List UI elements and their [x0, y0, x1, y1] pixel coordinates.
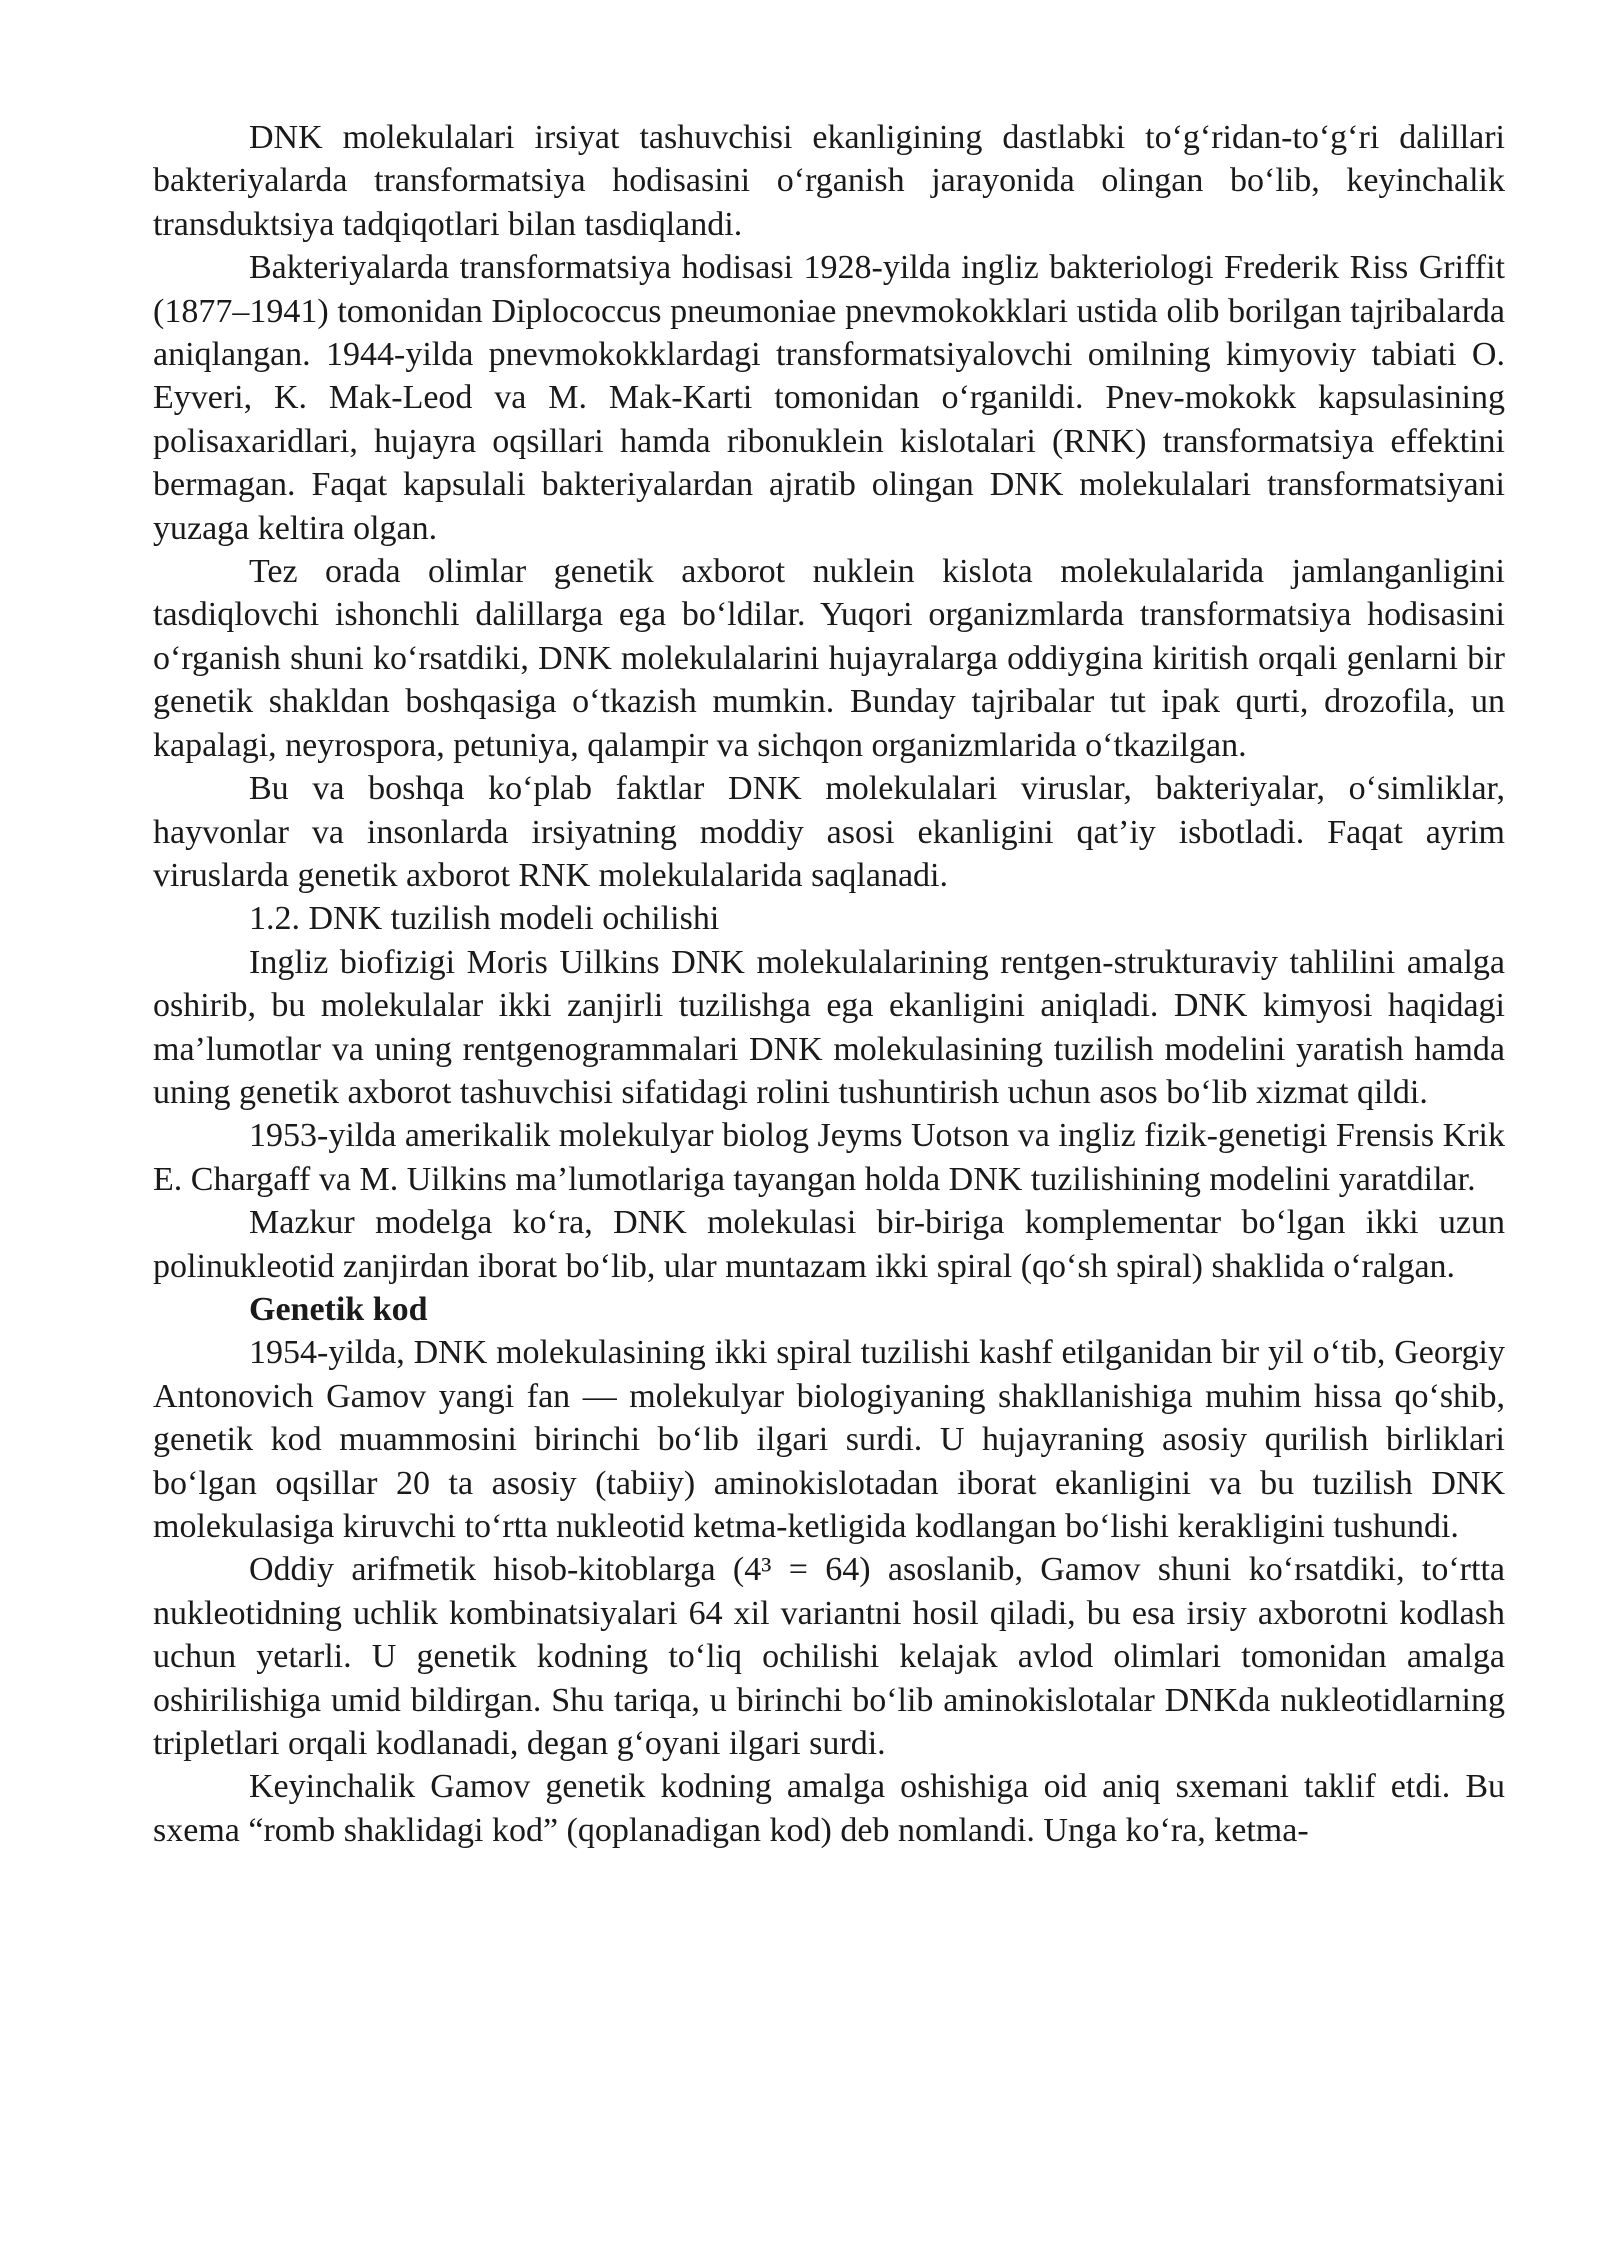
paragraph-double-helix: Mazkur modelga ko‘ra, DNK molekulasi bir-biriga komplementar bo‘lgan ikki uzun polinukleotid zanjirdan iborat bo‘lib, ular muntazam ikki spiral (qo‘sh spiral) shaklida o‘ralgan. — [153, 1204, 1505, 1285]
section-heading: 1.2. DNK tuzilish modeli ochilishi — [249, 900, 720, 938]
document-page — [153, 116, 1505, 1852]
paragraph-material-basis: Bu va boshqa ko‘plab faktlar DNK molekulalari viruslar, bakteriyalar, o‘simliklar, hayvonlar va insonlarda irsiyatning moddiy asosi ekanligini qat’iy isbotladi. Faqat ayrim viruslarda genetik axborot RNK molekulalarida saqlanadi. — [153, 770, 1505, 894]
paragraph-diamond-code: Keyinchalik Gamov genetik kodning amalga oshishiga oid aniq sxemani taklif etdi. Bu sxema “romb shaklidagi kod” (qoplanadigan kod) deb nomlandi. Unga ko‘ra, ketma- — [153, 1768, 1505, 1849]
paragraph-transformation-history: Bakteriyalarda transformatsiya hodisasi 1928-yilda ingliz bakteriologi Frederik Riss Griffit (1877–1941) tomonidan Diplococcus pneumoniae pnevmokokklari ustida olib borilgan tajribalarda aniqlangan. 1944-yilda pnevmokokklardagi transformatsiyalovchi omilning kimyoviy tabiati O. Eyveri, K. Mak-Leod va M. Mak-Karti tomonidan o‘rganildi. Pnev-mokokk kapsulasining polisaxaridlari, hujayra oqsillari hamda ribonuklein kislotalari (RNK) transformatsiya effektini bermagan. Faqat kapsulali bakteriyalardan ajratib olingan DNK molekulalari transformatsiyani yuzaga keltira olgan. — [153, 249, 1505, 547]
paragraph-wilkins: Ingliz biofizigi Moris Uilkins DNK molekulalarining rentgen-strukturaviy tahlilini amalga oshirib, bu molekulalar ikki zanjirli tuzilishga ega ekanligini aniqladi. DNK kimyosi haqidagi ma’lumotlar va uning rentgenogrammalari DNK molekulasining tuzilish modelini yaratish hamda uning genetik axborot tashuvchisi sifatidagi rolini tushuntirish uchun asos bo‘lib xizmat qildi. — [153, 943, 1505, 1111]
genetic-code-heading: Genetik kod — [249, 1290, 428, 1328]
paragraph-watson-crick: 1953-yilda amerikalik molekulyar biolog Jeyms Uotson va ingliz fizik-genetigi Frensis Krik E. Chargaff va M. Uilkins ma’lumotlariga tayangan holda DNK tuzilishining modelini yaratdilar. — [153, 1117, 1505, 1198]
paragraph-dnk-evidence: DNK molekulalari irsiyat tashuvchisi ekanligining dastlabki to‘g‘ridan-to‘g‘ri dalillari bakteriyalarda transformatsiya hodisasini o‘rganish jarayonida olingan bo‘lib, keyinchalik transduktsiya tadqiqotlari bilan tasdiqlandi. — [153, 119, 1505, 243]
paragraph-gamow: 1954-yilda, DNK molekulasining ikki spiral tuzilishi kashf etilganidan bir yil o‘tib, Georgiy Antonovich Gamov yangi fan — molekulyar biologiyaning shakllanishiga muhim hissa qo‘shib, genetik kod muammosini birinchi bo‘lib ilgari surdi. U hujayraning asosiy qurilish birliklari bo‘lgan oqsillar 20 ta asosiy (tabiiy) aminokislotadan iborat ekanligini va bu tuzilish DNK molekulasiga kiruvchi to‘rtta nukleotid ketma-ketligida kodlangan bo‘lishi kerakligini tushundi. — [153, 1334, 1505, 1545]
paragraph-genetic-information: Tez orada olimlar genetik axborot nuklein kislota molekulalarida jamlanganligini tasdiqlovchi ishonchli dalillarga ega bo‘ldilar. Yuqori organizmlarda transformatsiya hodisasini o‘rganish shuni ko‘rsatdiki, DNK molekulalarini hujayralarga oddiygina kiritish orqali genlarni bir genetik shakldan boshqasiga o‘tkazish mumkin. Bunday tajribalar tut ipak qurti, drozofila, un kapalagi, neyrospora, petuniya, qalampir va sichqon organizmlarida o‘tkazilgan. — [153, 553, 1505, 764]
paragraph-triplet-code: Oddiy arifmetik hisob-kitoblarga (4³ = 64) asoslanib, Gamov shuni ko‘rsatdiki, to‘rtta nukleotidning uchlik kombinatsiyalari 64 xil variantni hosil qiladi, bu esa irsiy axborotni kodlash uchun yetarli. U genetik kodning to‘liq ochilishi kelajak avlod olimlari tomonidan amalga oshirilishiga umid bildirgan. Shu tariqa, u birinchi bo‘lib aminokislotalar DNKda nukleotidlarning tripletlari orqali kodlanadi, degan g‘oyani ilgari surdi. — [153, 1551, 1505, 1763]
